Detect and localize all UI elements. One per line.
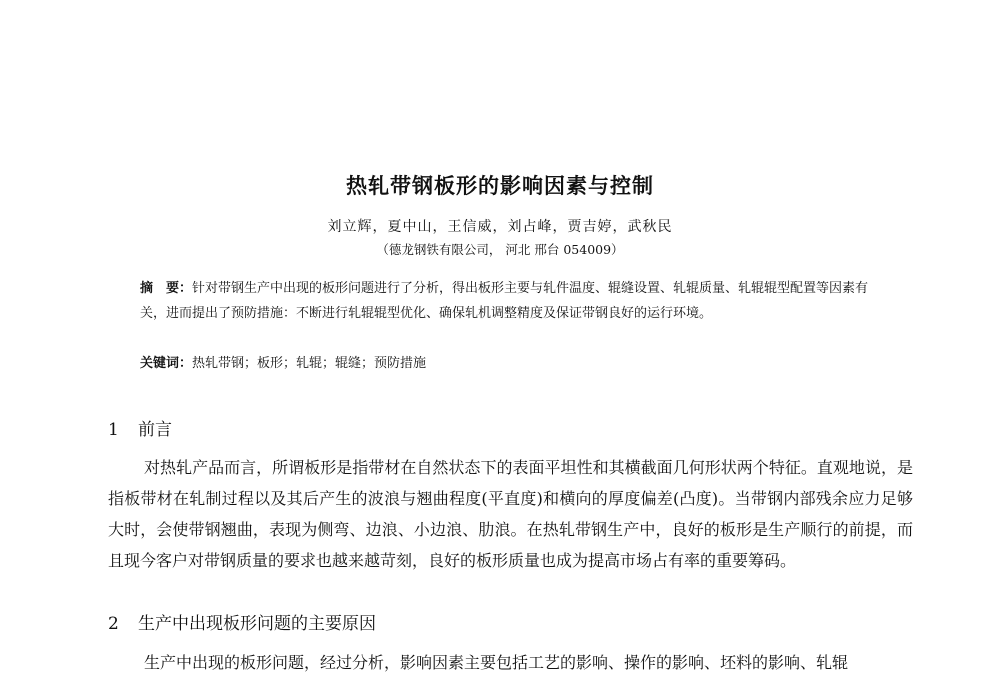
- section-heading-introduction: [108, 415, 172, 440]
- section-title: 生产中出现板形问题的主要原因: [138, 614, 376, 634]
- keywords-text: 热轧带钢；板形；轧辊；辊缝；预防措施: [192, 356, 427, 371]
- abstract: [140, 276, 880, 326]
- affiliation: （德龙钢铁有限公司， 河北 邢台 054009）: [376, 242, 624, 257]
- section-number: 1: [108, 420, 119, 440]
- section-heading-causes: [108, 609, 376, 634]
- paper-title: 热轧带钢板形的影响因素与控制: [346, 174, 654, 198]
- abstract-text: 针对带钢生产中出现的板形问题进行了分析，得出板形主要与轧件温度、辊缝设置、轧辊质量、轧辊辊型配置等因素有关，进而提出了预防措施：不断进行轧辊辊型优化、确保轧机调整精度及保证带钢良好的运行环境。: [140, 281, 869, 321]
- section-title: 前言: [138, 420, 172, 440]
- keywords-label: 关键词：: [140, 356, 193, 371]
- keywords: [140, 351, 880, 376]
- abstract-label: 摘 要：: [140, 281, 193, 296]
- section-number: 2: [108, 614, 119, 634]
- section-paragraph: 生产中出现的板形问题，经过分析，影响因素主要包括工艺的影响、操作的影响、坯料的影响、轧辊: [144, 653, 849, 672]
- author-list: 刘立辉，夏中山，王信威，刘占峰，贾吉婷，武秋民: [327, 219, 673, 235]
- section-paragraph: 对热轧产品而言，所谓板形是指带材在自然状态下的表面平坦性和其横截面几何形状两个特征。直观地说，是指板带材在轧制过程以及其后产生的波浪与翘曲程度(平直度)和横向的厚度偏差(凸度)。当带钢内部残余应力足够大时，会使带钢翘曲，表现为侧弯、边浪、小边浪、肋浪。在热轧带钢生产中，良好的板形是生产顺行的前提，而且现今客户对带钢质量的要求也越来越苛刻，良好的板形质量也成为提高市场占有率的重要筹码。: [108, 458, 913, 570]
